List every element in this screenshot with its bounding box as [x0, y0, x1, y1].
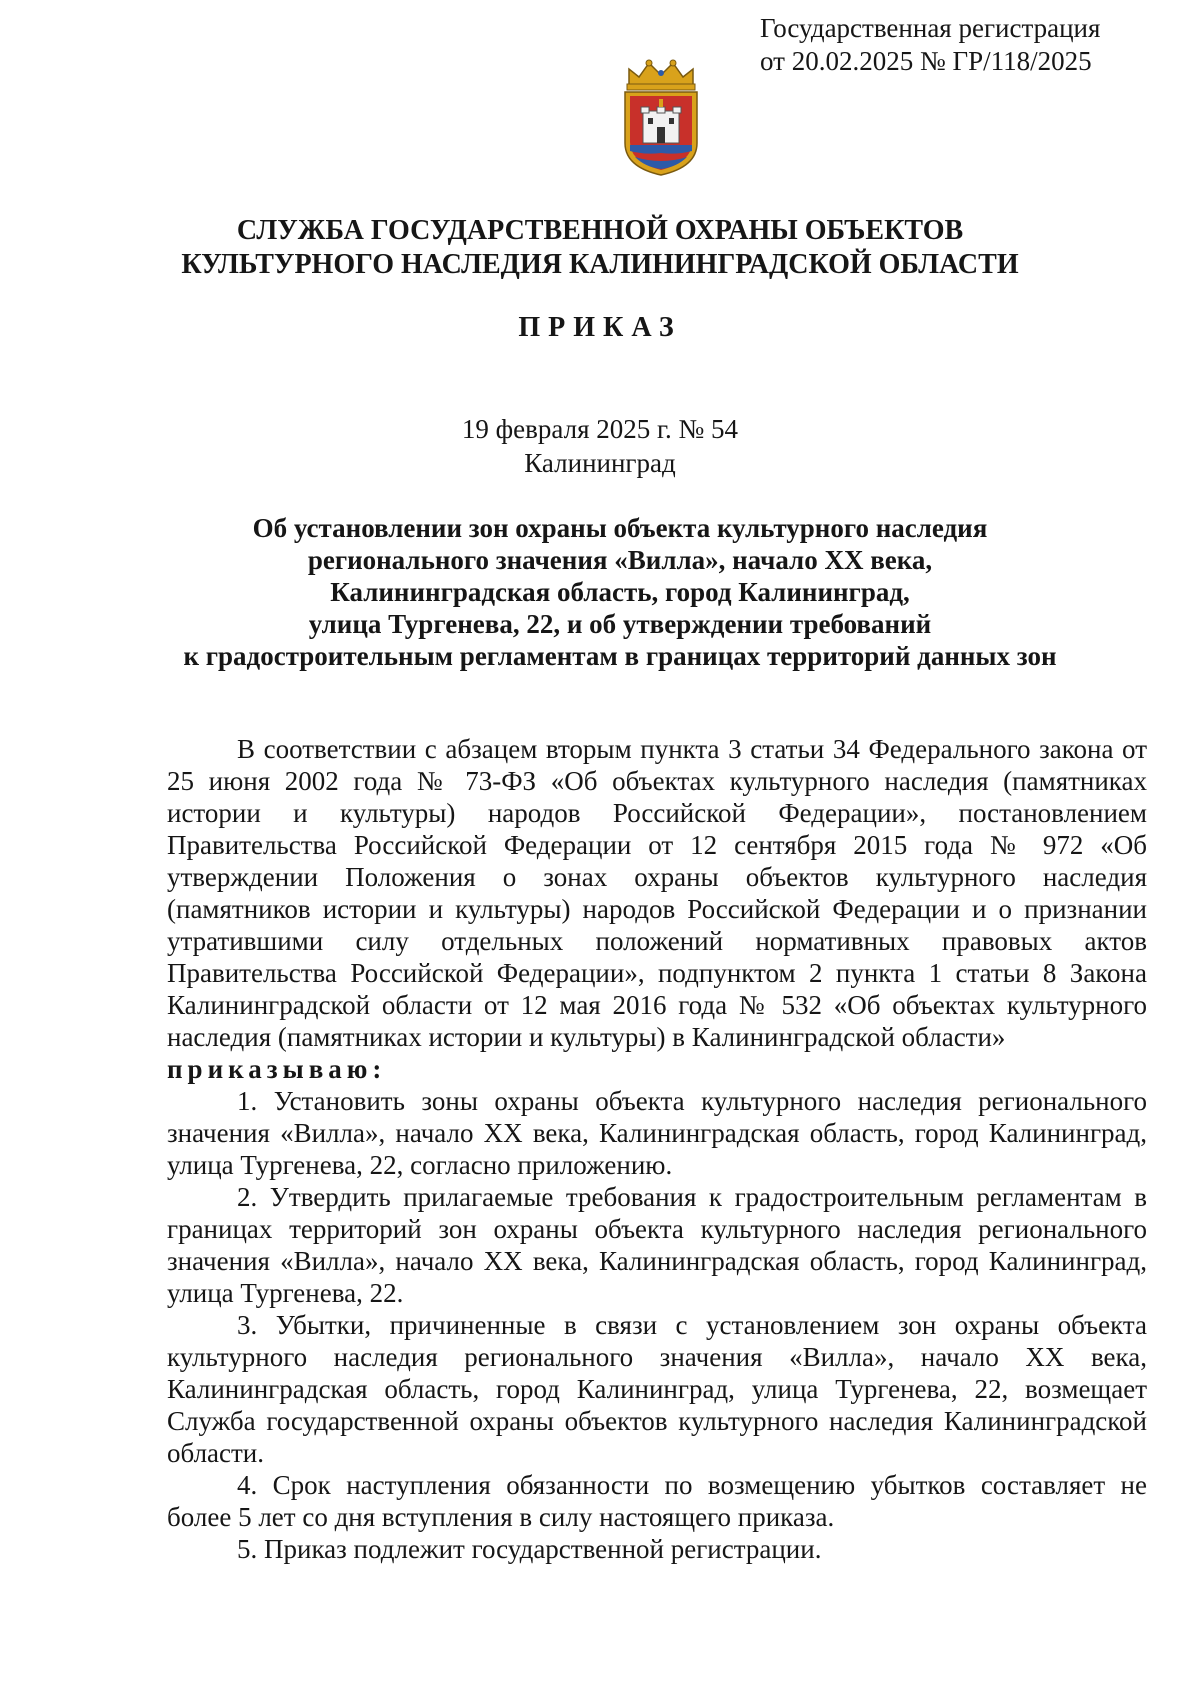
order-verb-paragraph [167, 1053, 1147, 1085]
order-body [167, 733, 1147, 1565]
subject-line: к градостроительным регламентам в границах территорий данных зон [183, 641, 1057, 671]
subject-line: Калининградская область, город Калининград, [330, 577, 910, 607]
registration-line-2: от 20.02.2025 № ГР/118/2025 [760, 46, 1092, 76]
order-date-number: 19 февраля 2025 г. № 54 [461, 414, 739, 444]
subject-line: Об установлении зон охраны объекта культурного наследия [252, 513, 988, 543]
order-subject [120, 512, 1120, 672]
order-item: 5. Приказ подлежит государственной регистрации. [237, 1534, 822, 1564]
order-city: Калининград [524, 448, 676, 478]
preamble-text: В соответствии с абзацем вторым пункта 3 статьи 34 Федерального закона от 25 июня 2002 года № 73-ФЗ «Об объектах культурного наследия (памятниках истории и культуры) народов Российской Федерации», постановлением Правительства Российской Федерации от 12 сентября 2015 года № 972 «Об утверждении Положения о зонах охраны объектов культурного наследия (памятников истории и культуры) народов Российской Федерации и о признании утратившими силу отдельных положений нормативных правовых актов Правительства Российской Федерации», подпунктом 2 пункта 1 статьи 8 Закона Калининградской области от 12 мая 2016 года № 532 «Об объектах культурного наследия (памятниках истории и культуры) в Калининградской области» [167, 734, 1147, 1052]
document-type: ПРИКАЗ [518, 312, 682, 343]
subject-line: улица Тургенева, 22, и об утверждении требований [308, 609, 932, 639]
order-item: 1. Установить зоны охраны объекта культурного наследия регионального значения «Вилла», начало XX века, Калининградская область, город Калининград, улица Тургенева, 22, согласно приложению. [167, 1086, 1147, 1180]
order-item: 3. Убытки, причиненные в связи с установлением зон охраны объекта культурного наследия регионального значения «Вилла», начало XX века, Калининградская область, город Калининград, улица Тургенева, 22, возмещает Служба государственной охраны объектов культурного наследия Калининградской области. [167, 1310, 1147, 1468]
kaliningrad-coat-of-arms-icon [615, 55, 707, 177]
agency-line-2: КУЛЬТУРНОГО НАСЛЕДИЯ КАЛИНИНГРАДСКОЙ ОБЛАСТИ [181, 249, 1019, 280]
preamble-paragraph [167, 733, 1147, 1053]
registration-stamp [760, 12, 1100, 78]
order-item: 4. Срок наступления обязанности по возмещению убытков составляет не более 5 лет со дня вступления в силу настоящего приказа. [167, 1470, 1147, 1532]
subject-line: регионального значения «Вилла», начало XX века, [307, 545, 933, 575]
registration-line-1: Государственная регистрация [760, 13, 1101, 43]
date-and-place [0, 412, 1200, 480]
agency-line-1: СЛУЖБА ГОСУДАРСТВЕННОЙ ОХРАНЫ ОБЪЕКТОВ [236, 215, 964, 246]
order-verb: приказываю: [167, 1054, 387, 1084]
agency-name [0, 214, 1200, 282]
order-item: 2. Утвердить прилагаемые требования к градостроительным регламентам в границах территорий зон охраны объекта культурного наследия регионального значения «Вилла», начало XX века, Калининградская область, город Калининград, улица Тургенева, 22. [167, 1182, 1147, 1308]
